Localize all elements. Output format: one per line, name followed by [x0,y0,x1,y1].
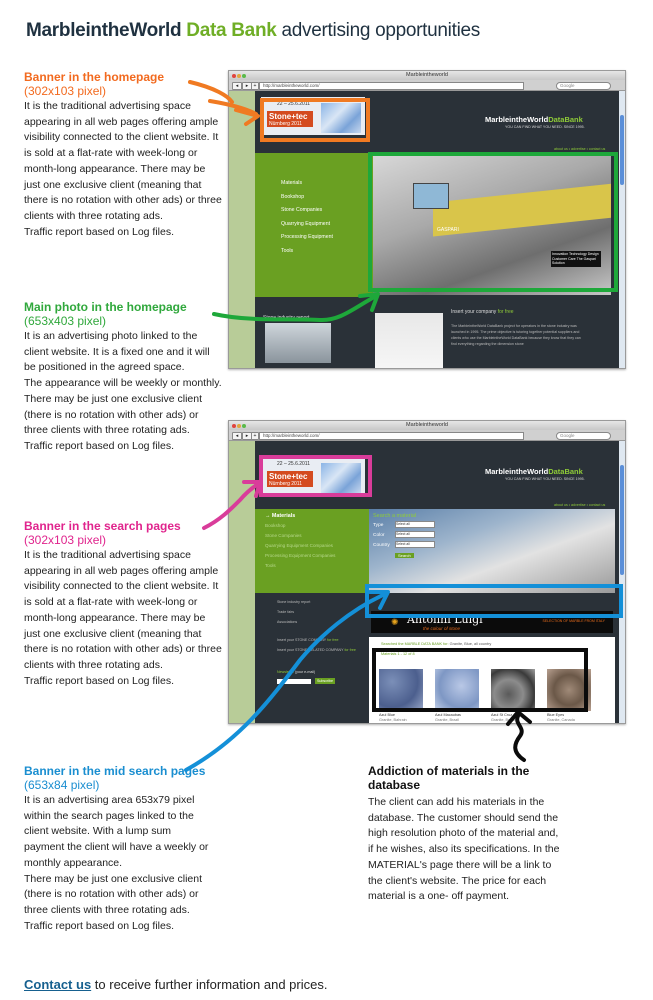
ad-city: Nürnberg 2011 [269,121,302,127]
search-menu-item[interactable]: Bookshop [265,523,286,528]
main-photo-body1: It is an advertising photo linked to the client website. It is a fixed one and it will be positioned in the agreed space. [24,330,210,374]
back-icon[interactable]: ◂ [232,82,242,90]
blue-arrow [186,592,388,770]
contact-line [24,977,327,992]
materials-title: Addiction of materials in the database [368,764,530,792]
side-link[interactable]: Associations [277,620,298,624]
site-logo-text: MarbleintheWorld [485,115,549,124]
material-desc: Granite, Canada [547,718,575,722]
add2-icon[interactable]: + [251,432,259,440]
home-menu-item[interactable]: Stone Companies [281,207,323,213]
site-tagline: YOU CAN FIND WHAT YOU NEED. SINCE 1995. [505,125,585,129]
for-free-label-3: for free [344,648,356,652]
materials-body: The client can add his materials in the database. The customer should send the high resolution photo of the material and, if he wishes, also its specifications. In the MATERIAL's page there will be a link to the client's website. The price for each material is a one- off payment. [368,796,560,903]
window2-title: Marbleintheworld [406,422,448,428]
search-banner-size: (302x103 pixel) [24,533,107,547]
mid-search-body1: It is an advertising area 653x79 pixel within the search pages linked to the client website. With a lump sum payment the client will have a weekly or monthly appearance. [24,794,209,869]
site-tagline-2: YOU CAN FIND WHAT YOU NEED. SINCE 1995. [505,477,585,481]
back2-icon[interactable]: ◂ [232,432,242,440]
insert-company-text: The MarbleintheWorld DataBank project for operators in the stone industry was launched in 1995. The prime objective is tutoring together potential suppliers and clients who use the MarbleintheWorld DataBank because they know that they can find everything regarding the dimension stone [451,324,581,346]
window-title: Marbleintheworld [406,72,448,78]
main-photo-body3: There may be just one exclusive client (there is no rotation with other ads) or three clients with three rotating ads. [24,392,203,437]
title-subtitle: advertising opportunities [281,20,480,41]
site-logo-2-accent: DataBank [548,467,583,476]
mid-search-title: Banner in the mid search pages [24,764,206,778]
orange-arrow [190,82,258,124]
stone-report-label[interactable]: Stone industry report [263,315,310,321]
results-line-label: Searched the MARBLE DATA BANK for: [381,642,449,646]
ad-event: Stone+tec [269,112,308,121]
site-logo-2-text: MarbleintheWorld [485,467,549,476]
material-desc: Granite, Brazil [435,718,460,722]
photo-logo-box: Innovation Technology Design Customer Care The Gaspari Solution [551,251,601,267]
site-logo-accent: DataBank [548,115,583,124]
insert-stone-related-label: Insert your STONE RELATED COMPANY [277,648,344,652]
search-form-title: Search a material [373,513,417,519]
main-photo-title: Main photo in the homepage [24,300,187,314]
search-menu-item[interactable]: Quarrying Equipment Companies [265,543,333,548]
add-icon[interactable]: + [251,82,259,90]
side-link[interactable]: Stone industry report [277,600,311,604]
search-field-label: Country [373,543,390,548]
home-menu-item[interactable]: Quarrying Equipment [281,220,331,227]
ad2-city: Nürnberg 2011 [269,481,302,487]
insert-company-label: Insert your company [451,309,497,315]
title-brand: MarbleintheWorld [26,20,182,41]
search-field-select[interactable]: Select all [395,521,435,528]
material-desc: Granite, Brazil [491,718,516,722]
url-bar-2[interactable]: http://marbleintheworld.com/ [259,432,524,440]
home-menu-item[interactable]: Tools [281,247,294,254]
home-menu-item[interactable]: Processing Equipment [281,234,333,240]
material-desc: Granite, Bahrain [379,718,407,722]
home-menu-item[interactable]: Bookshop [281,193,305,200]
material-name: Blue Eyes [547,713,565,717]
search-banner-title: Banner in the search pages [24,519,181,533]
search-banner-traffic: Traffic report based on Log files. [24,674,174,687]
site-top-nav-2[interactable]: about us • advertise • contact us [554,503,606,507]
forward2-icon[interactable]: ▸ [242,432,252,440]
antolini-logo-icon: ✺ [391,617,399,627]
search-menu-item[interactable]: Tools [265,563,276,568]
black-arrow [508,712,530,760]
ad2-dates: 22 – 25.6.2011 [277,461,310,467]
mid-search-size: (653x84 pixel) [24,778,100,792]
home-banner-title: Banner in the homepage [24,70,165,84]
ad2-event: Stone+tec [269,472,308,481]
material-name: Azul St Cruz [491,713,513,717]
antolini-tagline: the colour of stone [423,626,461,631]
contact-us-link[interactable]: Contact us [24,977,92,992]
newsletter-hint: (your e-mail) [294,670,316,674]
newsletter-label: Newsletter [277,670,294,674]
search-field-select[interactable]: Select all [395,531,435,538]
insert-stone-company-label: Insert your STONE COMPANY [277,638,327,642]
contact-text: to receive further information and prices. [91,977,328,992]
mid-search-body2: There may be just one exclusive client (there is no rotation with other ads) or three clients with three rotating ads. [24,872,203,916]
subscribe-button[interactable]: Subscribe [317,679,333,683]
browser-search-input[interactable]: Google [556,82,611,90]
green-arrow [214,294,378,320]
pink-arrow [204,482,260,528]
main-photo-size: (653x403 pixel) [24,314,107,328]
search-banner-body: It is the traditional advertising space appearing in all web pages offering ample visibility connected to the client website. It is sold at a flat-rate with week-long or month-long appearance. There may be just one exclusive client (meaning that there is no rotation with other ads) or three clients with three rotating ads. [24,549,222,671]
forward-icon[interactable]: ▸ [242,82,252,90]
main-photo-traffic: Traffic report based on Log files. [24,439,174,452]
url-bar[interactable]: http://marbleintheworld.com/ [259,82,524,90]
for-free-label: for free [497,309,514,315]
title-brand-accent: Data Bank [186,20,277,41]
materials-count: Materials 1 - 12 of 8 [381,652,415,656]
search-menu-item[interactable]: → Materials [265,513,296,519]
search-menu-item[interactable]: Stone Companies [265,533,302,538]
antolini-right-text: SELECTION OF MARBLE FROM ITALY [542,619,605,623]
home-menu-item[interactable]: Materials [281,180,303,186]
main-photo-body2: The appearance will be weekly or monthly. [24,377,222,390]
home-banner-size: (302x103 pixel) [24,84,107,98]
material-name: Azul Blue [379,713,396,717]
side-link[interactable]: Trade fairs [277,610,295,614]
search-field-select[interactable]: Select all [395,541,435,548]
search-field-label: Color [373,533,385,538]
home-banner-traffic: Traffic report based on Log files. [24,225,174,238]
photo-brand: GASPARI [437,227,459,233]
search-submit-button[interactable]: Search [395,553,414,558]
home-banner-body: It is the traditional advertising space appearing in all web pages offering ample visibility connected to the client website. It is sold at a flat-rate with week-long or month-long appearance. There may be just one exclusive client (meaning that there is no rotation with other ads) or three clients with three rotating ads. [24,100,222,222]
ad-dates: 22 – 25.6.2011 [277,101,310,107]
mid-search-traffic: Traffic report based on Log files. [24,919,174,932]
search-field-label: Type [373,523,384,528]
browser2-search-input[interactable]: Google [556,432,611,440]
material-name: Azul Macaubas [435,713,461,717]
site-top-nav[interactable]: about us • advertise • contact us [554,147,606,151]
search-menu-item[interactable]: Processing Equipment Companies [265,553,336,558]
results-query: Granite, Blue, all country [449,642,492,646]
for-free-label-2: for free [327,638,339,642]
antolini-name: Antolini Luigi [407,613,483,626]
